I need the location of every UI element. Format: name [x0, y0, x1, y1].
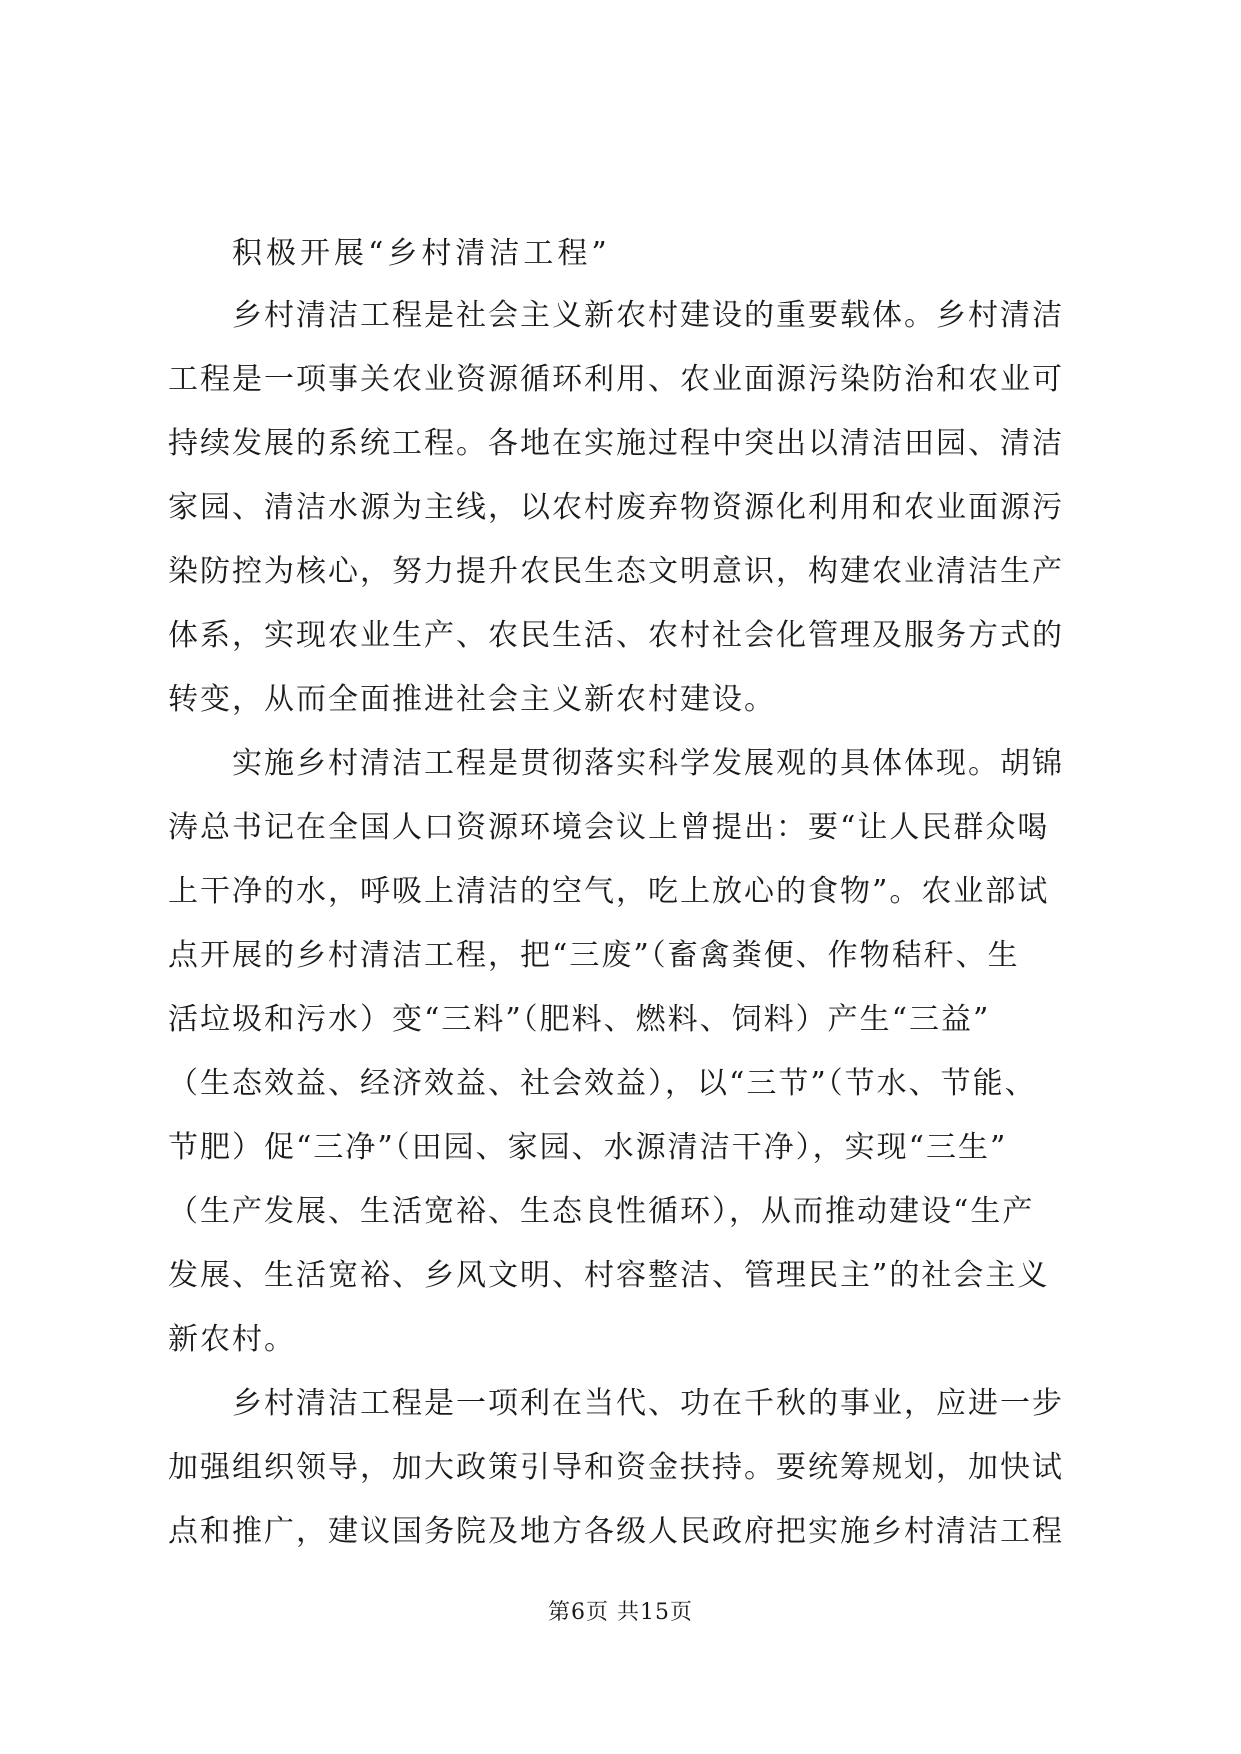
paragraph-3-line-2: 加强组织领导，加大政策引导和资金扶持。要统筹规划，加快试: [168, 1450, 1064, 1485]
paragraph-2-line-9: 发展、生活宽裕、乡风文明、村容整洁、管理民主”的社会主义: [168, 1258, 1050, 1293]
paragraph-3-line-1: 乡村清洁工程是一项利在当代、功在千秋的事业，应进一步: [232, 1386, 1064, 1421]
paragraph-2-line-6: （生态效益、经济效益、社会效益），以“三节”（节水、节能、: [168, 1066, 1037, 1101]
paragraph-2-line-2: 涛总书记在全国人口资源环境会议上曾提出：要“让人民群众喝: [168, 810, 1050, 845]
paragraph-1-line-3: 持续发展的系统工程。各地在实施过程中突出以清洁田园、清洁: [168, 426, 1064, 461]
paragraph-2-line-5: 活垃圾和污水）变“三料”（肥料、燃料、饲料）产生“三益”: [168, 1002, 991, 1037]
paragraph-2-line-3: 上干净的水，呼吸上清洁的空气，吃上放心的食物”。农业部试: [168, 874, 1050, 909]
paragraph-2-line-10: 新农村。: [168, 1322, 296, 1357]
paragraph-2-line-8: （生产发展、生活宽裕、生态良性循环），从而推动建设“生产: [168, 1194, 1035, 1229]
document-title: 积极开展“乡村清洁工程”: [232, 236, 611, 271]
paragraph-1-line-2: 工程是一项事关农业资源循环利用、农业面源污染防治和农业可: [168, 362, 1064, 397]
paragraph-1-line-1: 乡村清洁工程是社会主义新农村建设的重要载体。乡村清洁: [232, 298, 1064, 333]
paragraph-2-line-1: 实施乡村清洁工程是贯彻落实科学发展观的具体体现。胡锦: [232, 746, 1064, 781]
paragraph-1-line-6: 体系，实现农业生产、农民生活、农村社会化管理及服务方式的: [168, 618, 1064, 653]
paragraph-3-line-3: 点和推广，建议国务院及地方各级人民政府把实施乡村清洁工程: [168, 1514, 1064, 1549]
paragraph-2-line-7: 节肥）促“三净”（田园、家园、水源清洁干净），实现“三生”: [168, 1130, 1008, 1165]
page-number-footer: 第6页 共15页: [548, 1600, 693, 1625]
paragraph-1-line-4: 家园、清洁水源为主线，以农村废弃物资源化利用和农业面源污: [168, 490, 1064, 525]
paragraph-2-line-4: 点开展的乡村清洁工程，把“三废”（畜禽粪便、作物秸秆、生: [168, 938, 1020, 973]
paragraph-1-line-7: 转变，从而全面推进社会主义新农村建设。: [168, 682, 776, 717]
paragraph-1-line-5: 染防控为核心，努力提升农民生态文明意识，构建农业清洁生产: [168, 554, 1064, 589]
